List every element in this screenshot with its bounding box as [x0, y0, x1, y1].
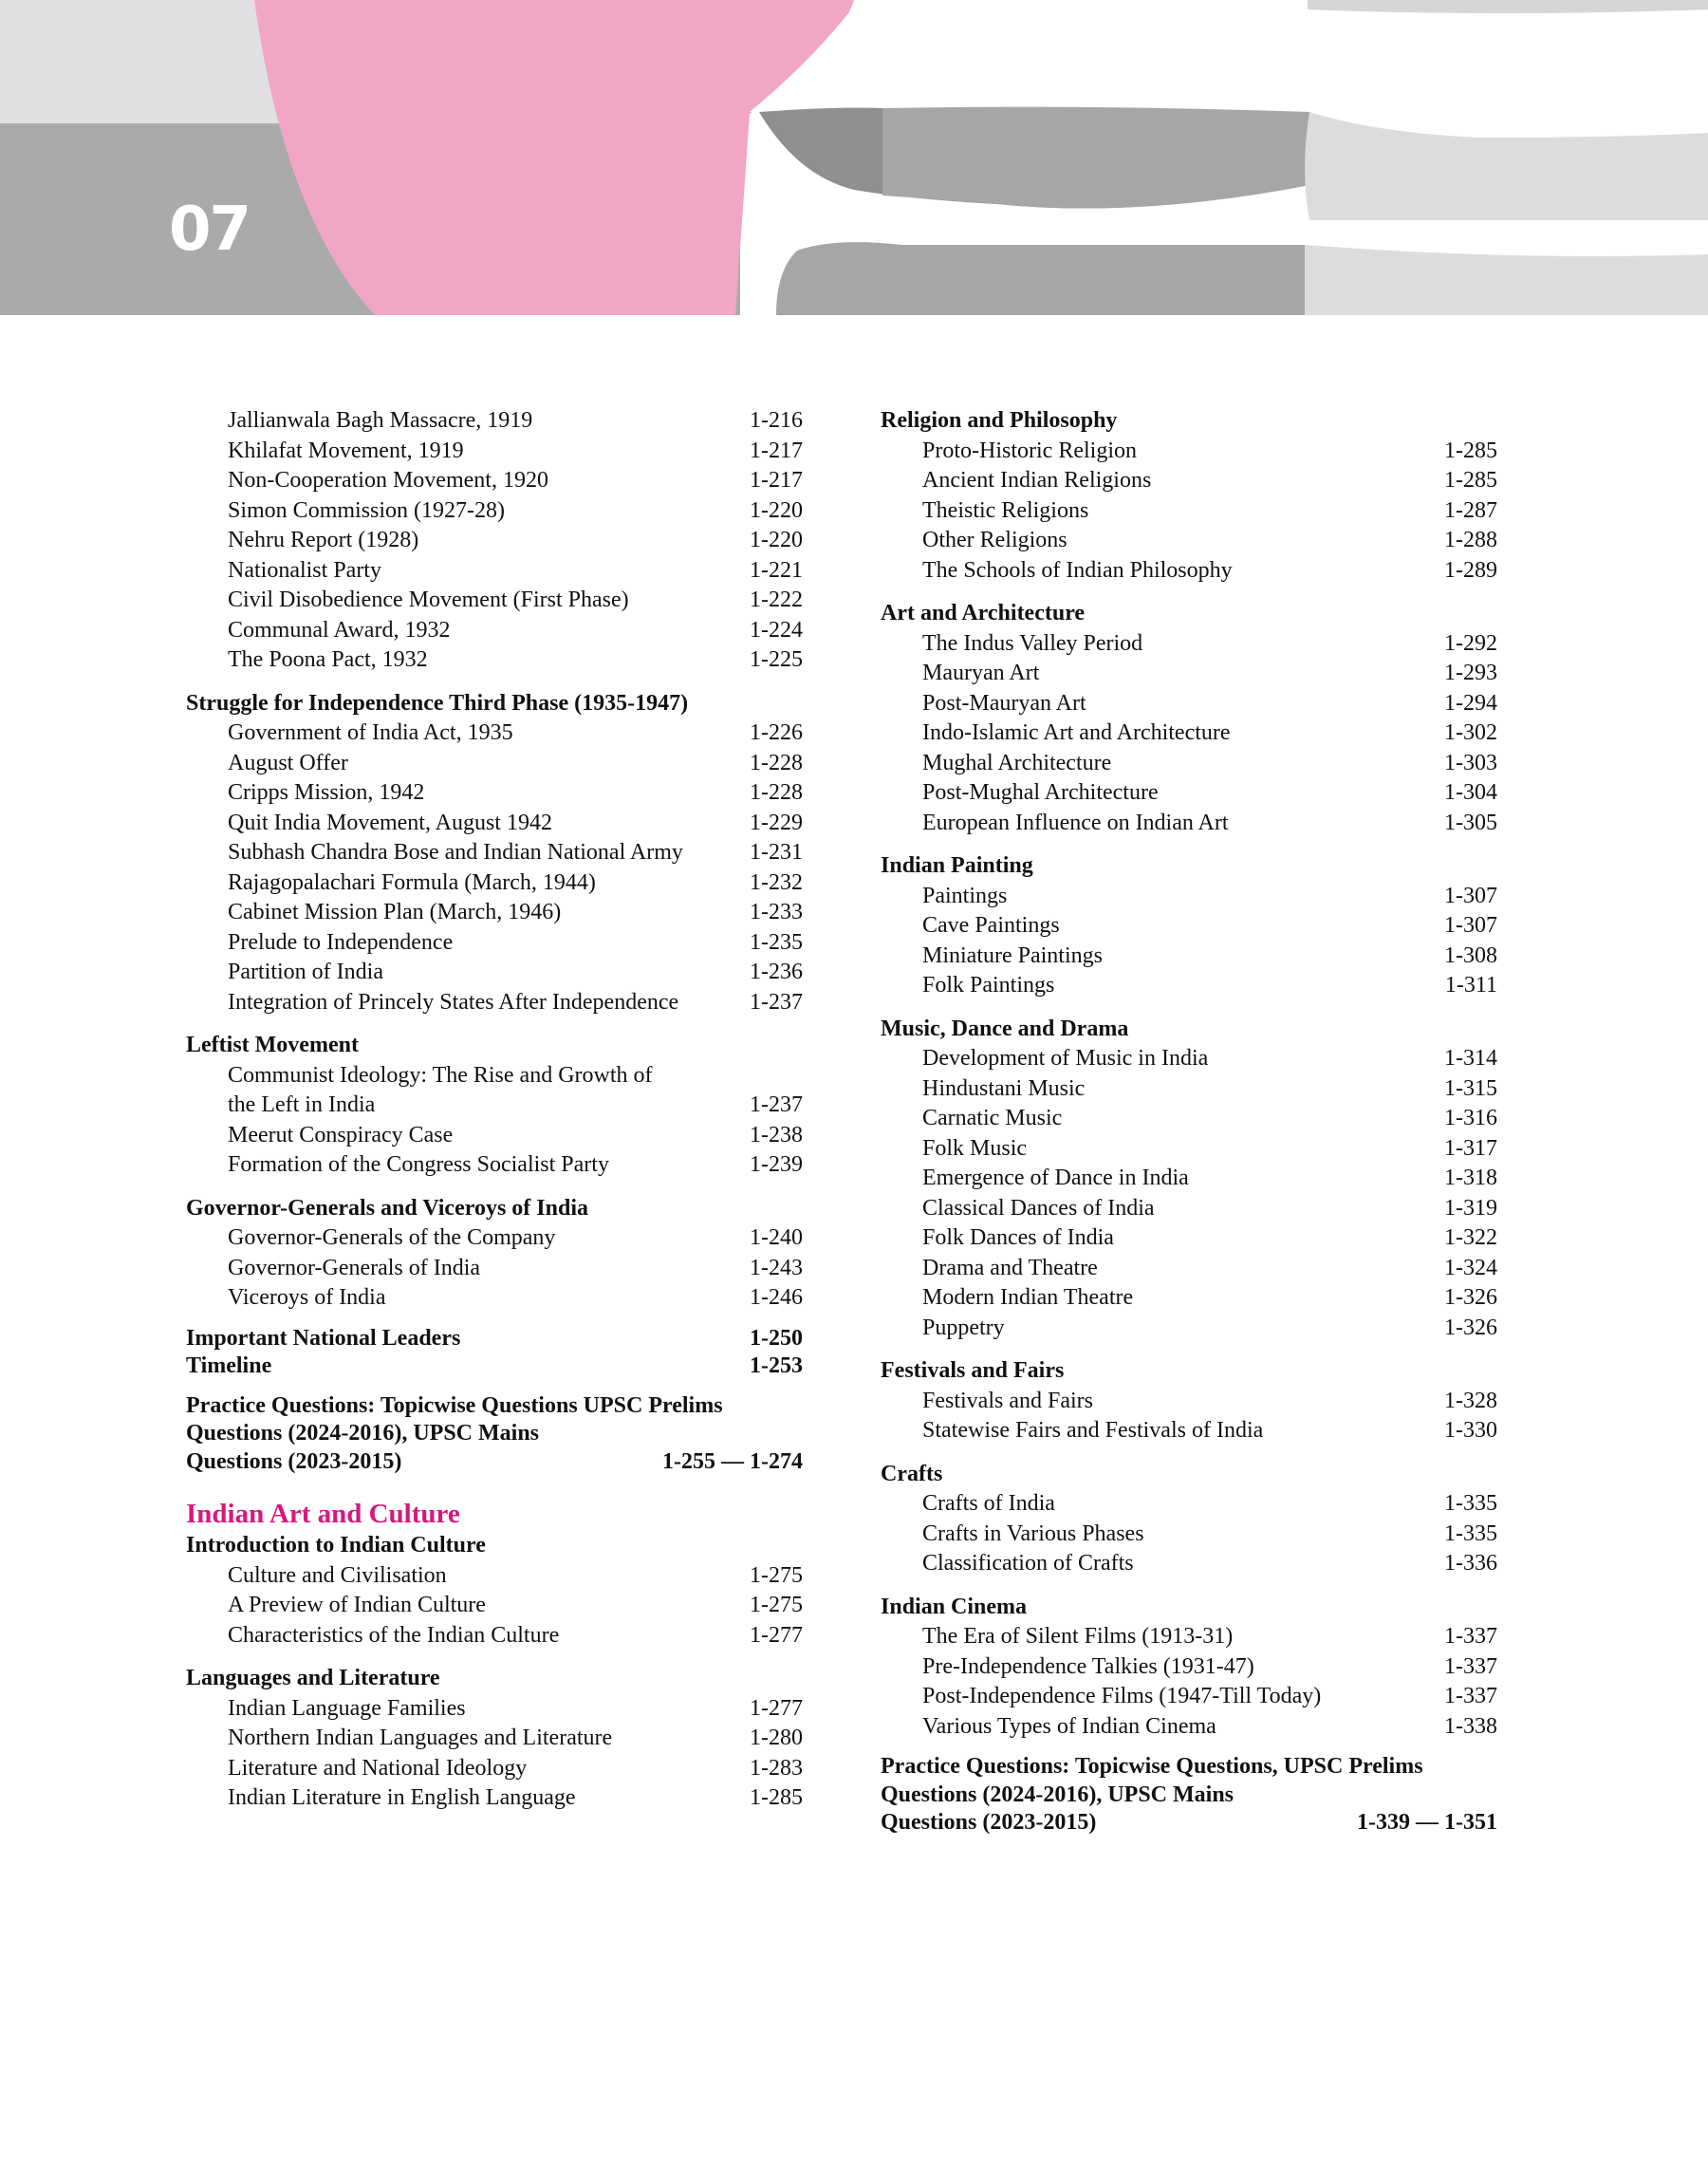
- toc-entry[interactable]: Folk Dances of India 1-322: [922, 1225, 1497, 1250]
- toc-entry[interactable]: Folk Paintings 1-311: [922, 973, 1497, 998]
- toc-entry[interactable]: Folk Music 1-317: [922, 1135, 1497, 1161]
- toc-entry[interactable]: Nationalist Party 1-221: [228, 557, 803, 583]
- chapter-number: 07: [169, 195, 251, 265]
- section-heading[interactable]: Art and Architecture: [881, 601, 1086, 625]
- toc-entry[interactable]: Carnatic Music 1-316: [922, 1106, 1497, 1130]
- toc-entry[interactable]: Post-Mughal Architecture 1-304: [922, 780, 1497, 805]
- toc-entry[interactable]: Crafts in Various Phases 1-335: [922, 1521, 1497, 1546]
- toc-entry[interactable]: Post-Mauryan Art 1-294: [922, 690, 1497, 716]
- toc-entry[interactable]: Characteristics of the Indian Culture 1-277: [228, 1622, 803, 1648]
- toc-entry[interactable]: Indian Literature in English Language 1-285: [228, 1785, 803, 1810]
- toc-entry[interactable]: Subhash Chandra Bose and Indian National Army 1-231: [228, 840, 803, 865]
- toc-entry[interactable]: Festivals and Fairs 1-328: [922, 1388, 1497, 1413]
- toc-entry[interactable]: Miniature Paintings 1-308: [922, 942, 1497, 968]
- toc-entry[interactable]: Culture and Civilisation 1-275: [228, 1562, 803, 1588]
- toc-entry[interactable]: Statewise Fairs and Festivals of India 1-330: [922, 1418, 1497, 1443]
- toc-entry[interactable]: Simon Commission (1927-28) 1-220: [228, 497, 803, 523]
- practice-line: Practice Questions: Topicwise Questions, UPSC Prelims: [881, 1754, 1423, 1779]
- toc-entry[interactable]: A Preview of Indian Culture 1-275: [228, 1593, 803, 1617]
- toc-entry[interactable]: The Poona Pact, 1932 1-225: [228, 647, 803, 672]
- practice-questions-entry[interactable]: [186, 1392, 803, 1477]
- toc-entry[interactable]: Communist Ideology: The Rise and Growth of: [228, 1062, 653, 1088]
- toc-entry[interactable]: The Era of Silent Films (1913-31) 1-337: [922, 1624, 1497, 1649]
- toc-entry[interactable]: Meerut Conspiracy Case 1-238: [228, 1122, 803, 1147]
- toc-entry[interactable]: Prelude to Independence 1-235: [228, 929, 803, 955]
- toc-entry[interactable]: Viceroys of India 1-246: [228, 1285, 803, 1310]
- toc-right-column: [881, 406, 1497, 1838]
- toc-entry[interactable]: Mughal Architecture 1-303: [922, 750, 1497, 775]
- toc-entry[interactable]: Jallianwala Bagh Massacre, 1919 1-216: [228, 408, 803, 433]
- toc-entry[interactable]: Drama and Theatre 1-324: [922, 1255, 1497, 1280]
- toc-entry[interactable]: Communal Award, 1932 1-224: [228, 617, 803, 643]
- toc-entry[interactable]: Indian Language Families 1-277: [228, 1695, 803, 1721]
- practice-line: Questions (2024-2016), UPSC Mains: [881, 1782, 1235, 1807]
- section-heading[interactable]: Crafts: [881, 1461, 943, 1486]
- section-heading[interactable]: Festivals and Fairs: [881, 1358, 1065, 1383]
- toc-entry[interactable]: Civil Disobedience Movement (First Phase) 1-222: [228, 588, 803, 612]
- toc-entry[interactable]: Various Types of Indian Cinema 1-338: [922, 1713, 1497, 1739]
- toc-entry[interactable]: Literature and National Ideology 1-283: [228, 1755, 803, 1781]
- section-heading[interactable]: Leftist Movement: [186, 1033, 359, 1057]
- section-heading[interactable]: Introduction to Indian Culture: [186, 1533, 486, 1558]
- practice-questions-entry[interactable]: [881, 1753, 1497, 1838]
- part-title[interactable]: Indian Art and Culture: [186, 1499, 460, 1529]
- section-heading[interactable]: Struggle for Independence Third Phase (1935-1947): [186, 690, 689, 716]
- toc-entry[interactable]: Emergence of Dance in India 1-318: [922, 1166, 1497, 1190]
- toc-entry[interactable]: Theistic Religions 1-287: [922, 497, 1497, 523]
- toc-entry[interactable]: European Influence on Indian Art 1-305: [922, 810, 1497, 835]
- section-heading[interactable]: Religion and Philosophy: [881, 408, 1118, 433]
- toc-entry[interactable]: Cabinet Mission Plan (March, 1946) 1-233: [228, 900, 803, 924]
- toc-entry[interactable]: Ancient Indian Religions 1-285: [922, 468, 1497, 493]
- toc-entry[interactable]: Crafts of India 1-335: [922, 1491, 1497, 1516]
- toc-entry[interactable]: Quit India Movement, August 1942 1-229: [228, 810, 803, 835]
- section-heading[interactable]: Indian Cinema: [881, 1594, 1028, 1619]
- toc-entry-leaders[interactable]: Important National Leaders 1-250: [186, 1325, 803, 1351]
- toc-entry[interactable]: Partition of India 1-236: [228, 960, 803, 984]
- toc-entry[interactable]: Classification of Crafts 1-336: [922, 1551, 1497, 1576]
- toc-entry[interactable]: Puppetry 1-326: [922, 1315, 1497, 1340]
- toc-entry[interactable]: Mauryan Art 1-293: [922, 661, 1497, 685]
- toc-entry[interactable]: Classical Dances of India 1-319: [922, 1195, 1497, 1221]
- toc-entry-timeline[interactable]: Timeline 1-253: [186, 1353, 803, 1378]
- toc-entry[interactable]: Indo-Islamic Art and Architecture 1-302: [922, 720, 1497, 745]
- section-heading[interactable]: Indian Painting: [881, 853, 1033, 878]
- toc-entry[interactable]: the Left in India 1-237: [228, 1092, 803, 1117]
- toc-entry[interactable]: Cripps Mission, 1942 1-228: [228, 780, 803, 805]
- practice-line: Questions (2023-2015) 1-255 — 1-274: [186, 1448, 803, 1474]
- toc-entry[interactable]: Government of India Act, 1935 1-226: [228, 720, 803, 745]
- toc-entry[interactable]: Post-Independence Films (1947-Till Today) 1-337: [922, 1684, 1497, 1708]
- practice-line: Practice Questions: Topicwise Questions UPSC Prelims: [186, 1392, 723, 1418]
- toc-entry[interactable]: Northern Indian Languages and Literature 1-280: [228, 1726, 803, 1750]
- toc-entry[interactable]: Paintings 1-307: [922, 883, 1497, 908]
- toc-entry[interactable]: Nehru Report (1928) 1-220: [228, 528, 803, 552]
- toc-entry[interactable]: Governor-Generals of India 1-243: [228, 1255, 803, 1280]
- toc-entry[interactable]: Modern Indian Theatre 1-326: [922, 1285, 1497, 1310]
- toc-entry[interactable]: August Offer 1-228: [228, 750, 803, 775]
- toc-entry[interactable]: Khilafat Movement, 1919 1-217: [228, 438, 803, 463]
- section-heading[interactable]: Languages and Literature: [186, 1666, 440, 1690]
- toc-entry[interactable]: Integration of Princely States After Independence 1-237: [228, 989, 803, 1015]
- toc-entry[interactable]: Non-Cooperation Movement, 1920 1-217: [228, 468, 803, 493]
- practice-line: Questions (2024-2016), UPSC Mains: [186, 1421, 540, 1446]
- toc-entry[interactable]: Formation of the Congress Socialist Party 1-239: [228, 1152, 803, 1177]
- toc-entry[interactable]: Rajagopalachari Formula (March, 1944) 1-232: [228, 869, 803, 895]
- toc-entry[interactable]: The Schools of Indian Philosophy 1-289: [922, 557, 1497, 583]
- toc-entry[interactable]: Proto-Historic Religion 1-285: [922, 438, 1497, 463]
- toc-entry[interactable]: Other Religions 1-288: [922, 528, 1497, 552]
- chapter-header-graphic: [0, 0, 1708, 315]
- toc-entry[interactable]: The Indus Valley Period 1-292: [922, 630, 1497, 656]
- section-heading[interactable]: Music, Dance and Drama: [881, 1016, 1129, 1041]
- toc-entry[interactable]: Hindustani Music 1-315: [922, 1075, 1497, 1101]
- toc-entry[interactable]: Cave Paintings 1-307: [922, 913, 1497, 938]
- toc-entry[interactable]: Development of Music in India 1-314: [922, 1046, 1497, 1071]
- toc-left-column: [186, 406, 803, 1814]
- toc-entry[interactable]: Governor-Generals of the Company 1-240: [228, 1225, 803, 1250]
- practice-line: Questions (2023-2015) 1-339 — 1-351: [881, 1810, 1497, 1835]
- toc-entry[interactable]: Pre-Independence Talkies (1931-47) 1-337: [922, 1653, 1497, 1679]
- section-heading[interactable]: Governor-Generals and Viceroys of India: [186, 1195, 588, 1221]
